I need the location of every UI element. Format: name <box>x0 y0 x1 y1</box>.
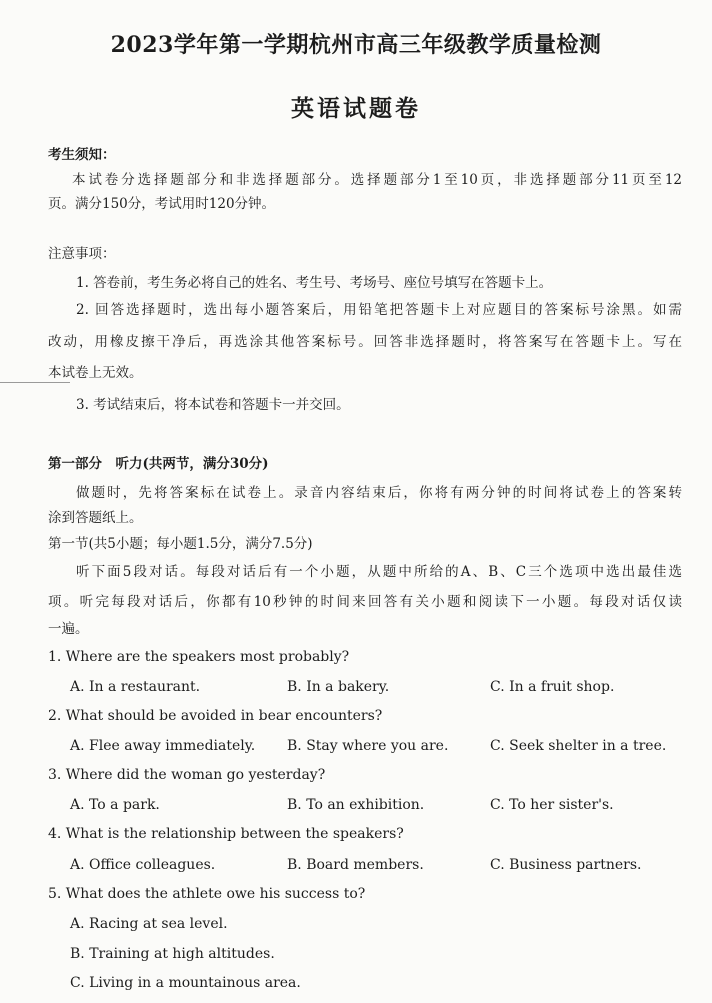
part1-intro-line-1: 做题时，先将答案标在试卷上。录音内容结束后，你将有两分钟的时间将试卷上的答案转 <box>76 485 682 501</box>
question-1-option-a: A. In a restaurant. <box>70 679 201 695</box>
part1-intro-line-2: 涂到答题纸上。 <box>48 510 143 526</box>
caution-item-2-line-2: 改动，用橡皮擦干净后，再选涂其他答案标号。回答非选择题时，将答案写在答题卡上。写在 <box>48 334 682 350</box>
caution-item-2-line-3: 本试卷上无效。 <box>48 365 143 381</box>
question-5-option-a: A. Racing at sea level. <box>70 916 228 932</box>
part1-heading: 第一部分 听力(共两节，满分30分) <box>48 456 269 472</box>
notice-heading: 考生须知： <box>48 147 116 163</box>
question-1: 1. Where are the speakers most probably? <box>48 649 350 665</box>
question-4-option-a: A. Office colleagues. <box>70 857 216 873</box>
question-3: 3. Where did the woman go yesterday? <box>48 767 326 783</box>
question-2: 2. What should be avoided in bear encounters? <box>48 708 383 724</box>
question-3-option-a: A. To a park. <box>70 797 160 813</box>
section1-instructions-line-3: 一遍。 <box>48 621 89 637</box>
notice-paragraph-line-2: 页。满分150分，考试用时120分钟。 <box>48 196 276 212</box>
question-3-option-c: C. To her sister's. <box>490 797 614 813</box>
question-3-option-b: B. To an exhibition. <box>287 797 425 813</box>
scan-mark <box>0 382 70 383</box>
question-1-option-b: B. In a bakery. <box>287 679 390 695</box>
question-2-option-a: A. Flee away immediately. <box>70 738 256 754</box>
question-5-option-c: C. Living in a mountainous area. <box>70 975 301 991</box>
caution-item-3: 3. 考试结束后，将本试卷和答题卡一并交回。 <box>76 397 350 413</box>
exam-title: 2023学年第一学期杭州市高三年级教学质量检测 <box>110 32 602 58</box>
question-2-option-c: C. Seek shelter in a tree. <box>490 738 667 754</box>
question-2-option-b: B. Stay where you are. <box>287 738 449 754</box>
question-4: 4. What is the relationship between the speakers? <box>48 826 404 842</box>
section1-instructions-line-2: 项。听完每段对话后，你都有10秒钟的时间来回答有关小题和阅读下一小题。每段对话仅读 <box>48 594 682 610</box>
cautions-heading: 注意事项： <box>48 246 116 262</box>
question-1-option-c: C. In a fruit shop. <box>490 679 615 695</box>
question-4-option-b: B. Board members. <box>287 857 424 873</box>
caution-item-1: 1. 答卷前，考生务必将自己的姓名、考生号、考场号、座位号填写在答题卡上。 <box>76 275 553 291</box>
exam-subtitle: 英语试题卷 <box>291 95 421 122</box>
question-5: 5. What does the athlete owe his success to? <box>48 886 366 902</box>
section1-instructions-line-1: 听下面5段对话。每段对话后有一个小题，从题中所给的A、B、C三个选项中选出最佳选 <box>76 564 682 580</box>
question-4-option-c: C. Business partners. <box>490 857 642 873</box>
section1-heading: 第一节(共5小题；每小题1.5分，满分7.5分) <box>48 536 313 552</box>
notice-paragraph-line-1: 本试卷分选择题部分和非选择题部分。选择题部分1至10页，非选择题部分11页至12 <box>72 172 682 188</box>
question-5-option-b: B. Training at high altitudes. <box>70 946 275 962</box>
caution-item-2-line-1: 2. 回答选择题时，选出每小题答案后，用铅笔把答题卡上对应题目的答案标号涂黑。如需 <box>76 302 682 318</box>
